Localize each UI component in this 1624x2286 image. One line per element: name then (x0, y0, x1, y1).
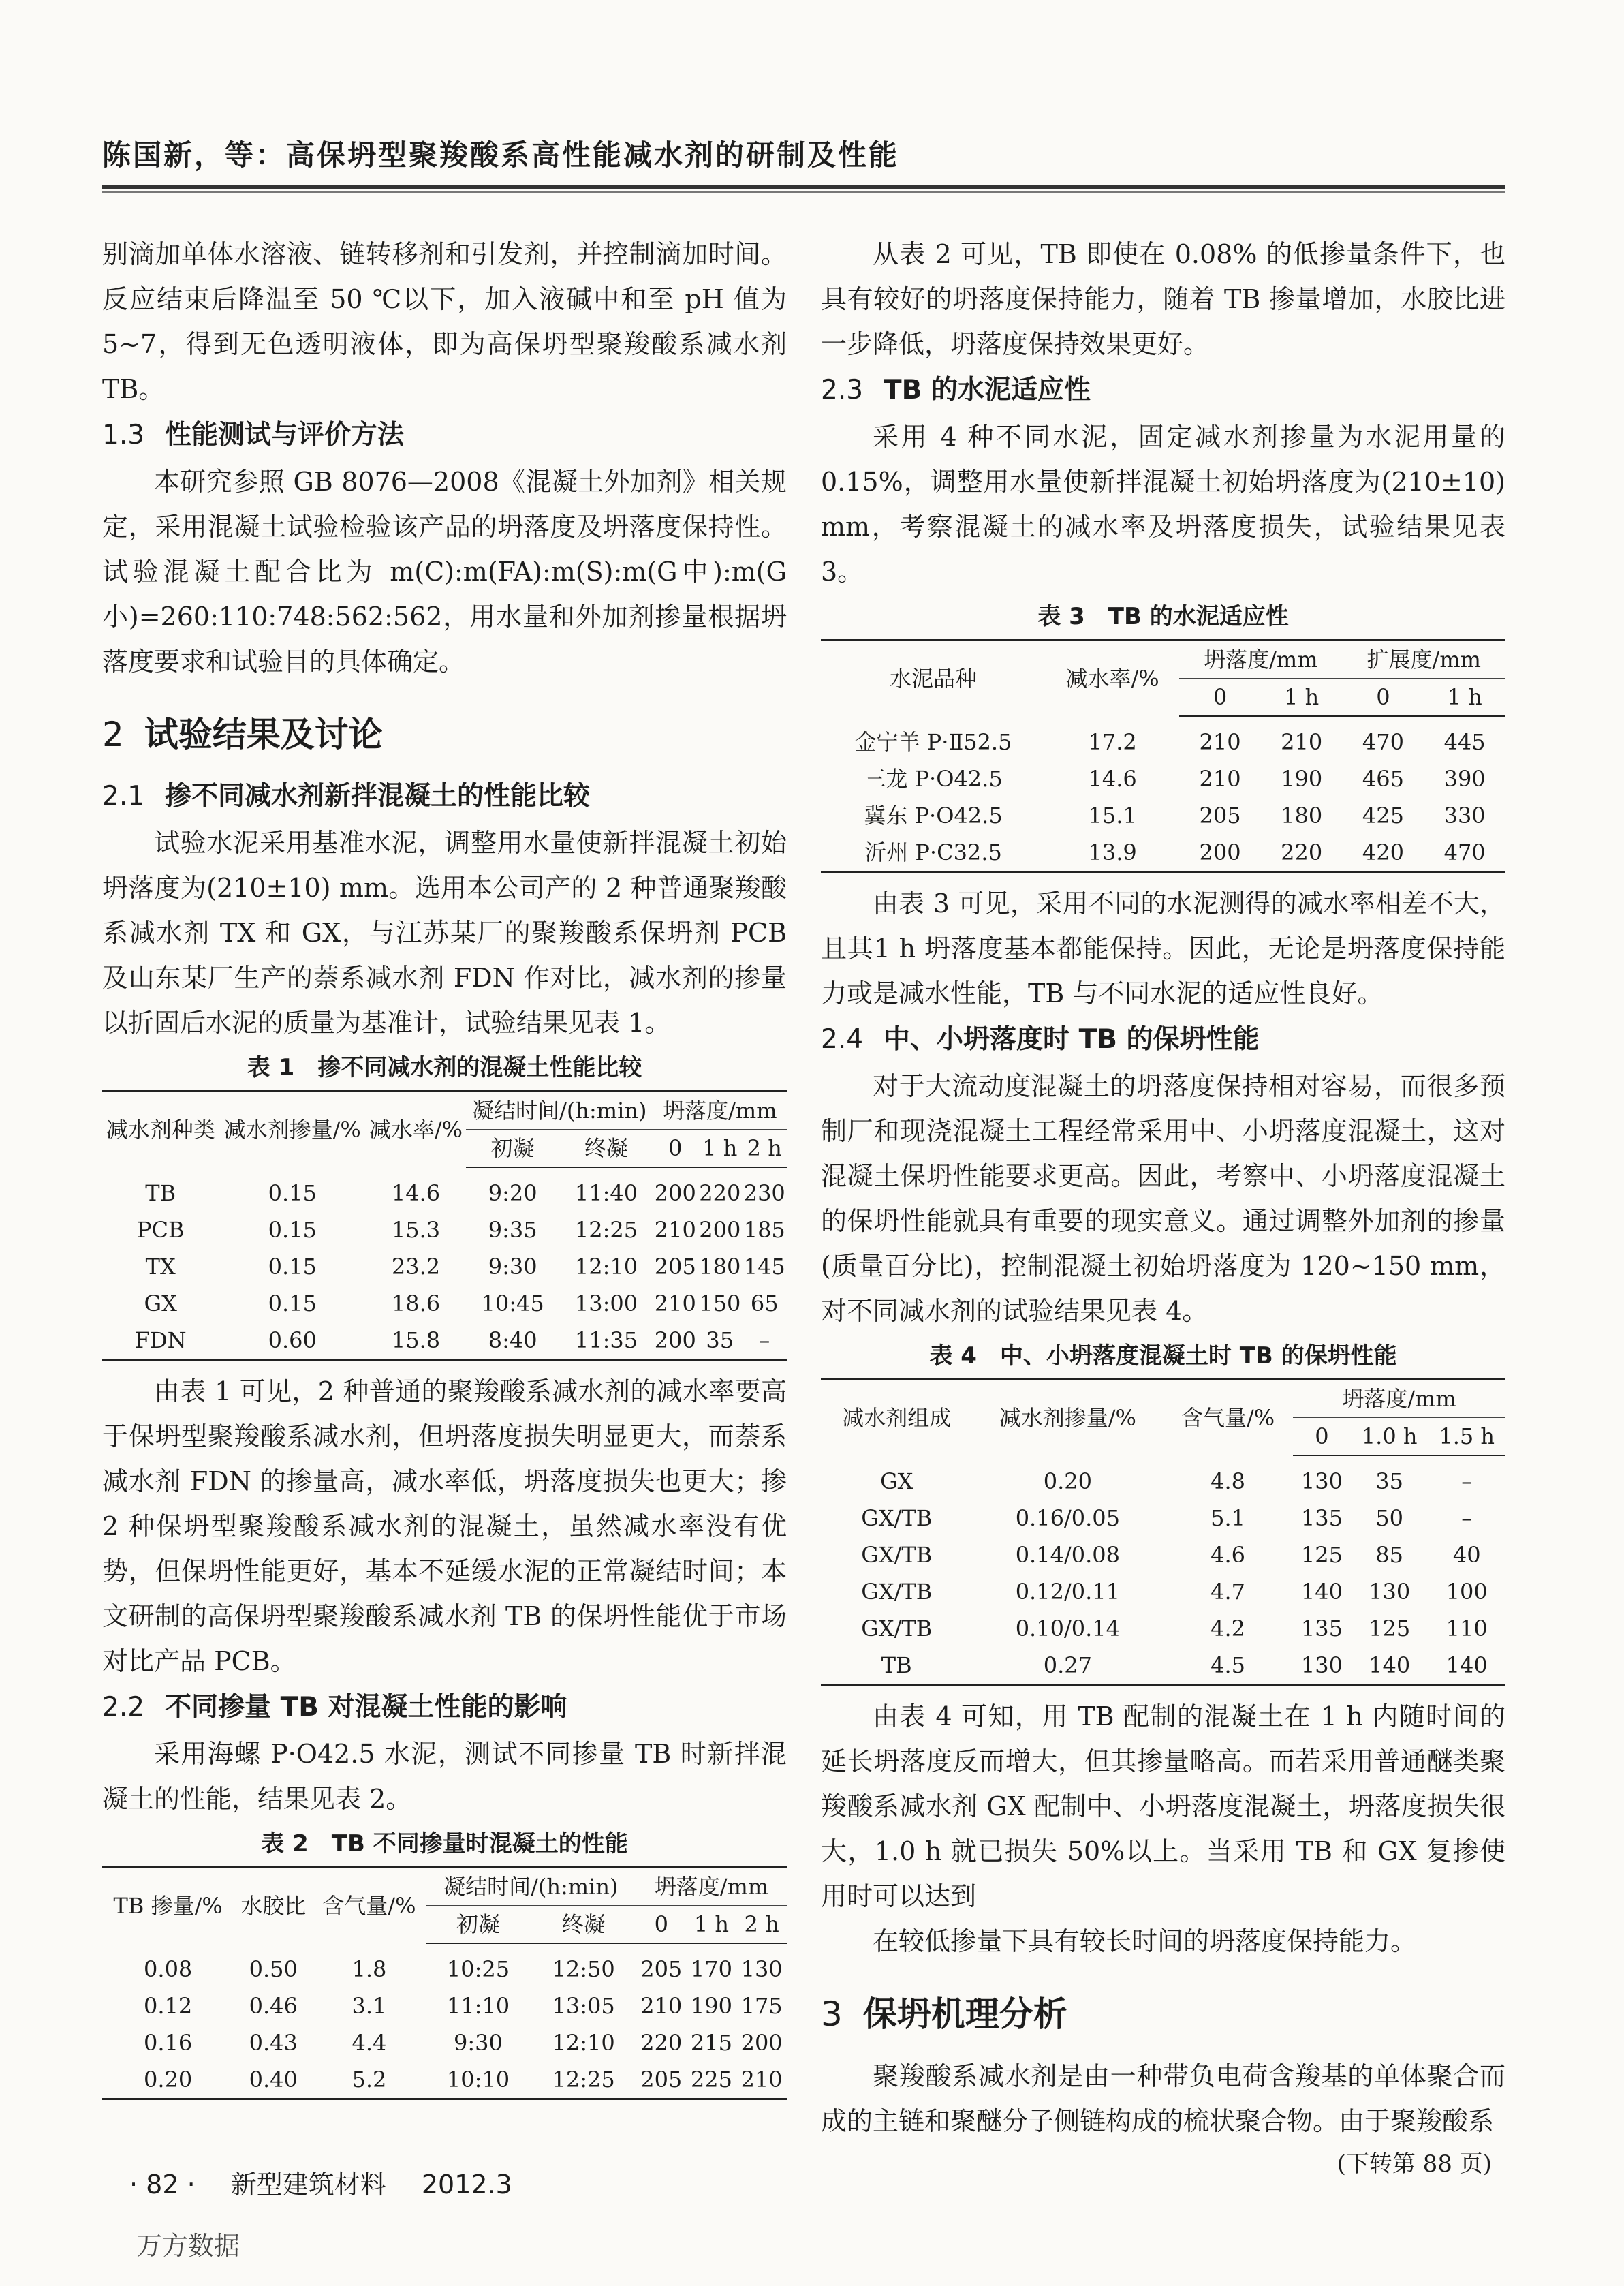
table-cell: 150 (699, 1291, 741, 1316)
table-cell: 11:10 (446, 1993, 510, 2019)
col-header: 水泥品种 (821, 640, 1046, 717)
table-cell: – (743, 1322, 787, 1360)
table-cell: 190 (690, 1993, 732, 2019)
col-subheader: 1 h (1261, 679, 1343, 717)
table-row (821, 834, 1505, 872)
table-cell: 125 (1369, 1616, 1411, 1641)
col-header: 减水剂掺量/% (972, 1380, 1163, 1456)
table-cell: GX/TB (861, 1616, 933, 1641)
table-cell: 冀东 P·O42.5 (864, 803, 1003, 829)
table-cell: 13:05 (552, 1993, 615, 2019)
paragraph: 聚羧酸系减水剂是由一种带负电荷含羧基的单体聚合而成的主链和聚醚分子侧链构成的梳状聚合物。由于聚羧酸系 (821, 2061, 1505, 2136)
col-subheader: 2 h (736, 1906, 787, 1944)
table-cell: GX/TB (861, 1542, 933, 1568)
section-heading-1-3: 1.3 性能测试与评价方法 (102, 420, 405, 450)
col-header: 减水剂组成 (821, 1380, 972, 1456)
table-cell: FDN (102, 1322, 219, 1360)
table-row (821, 1610, 1505, 1647)
table-row (102, 1285, 787, 1322)
table-cell: 11:35 (559, 1322, 653, 1360)
table-cell: 9:35 (488, 1217, 537, 1243)
table-cell: 12:50 (552, 1956, 615, 1982)
table-cell: 230 (743, 1180, 785, 1206)
table-cell: 425 (1362, 803, 1404, 829)
table-cell: 10:45 (481, 1291, 544, 1316)
issue-number: 2012.3 (421, 2169, 512, 2199)
table-row (821, 1455, 1505, 1500)
table-cell: 13.9 (1046, 834, 1179, 872)
paragraph: 在较低掺量下具有较长时间的坍落度保持能力。 (873, 1926, 1417, 1956)
table-cell: 210 (654, 1291, 696, 1316)
col-header: 减水率/% (366, 1092, 466, 1168)
table-cell: 3.1 (352, 1993, 387, 2019)
paragraph: 由表 3 可见，采用不同的水泥测得的减水率相差不大，且其1 h 坍落度基本都能保持。因此，无论是坍落度保持能力或是减水性能，TB 与不同水泥的适应性良好。 (821, 889, 1505, 1008)
col-header: 减水剂掺量/% (219, 1092, 366, 1168)
table-cell: 4.4 (352, 2030, 387, 2056)
table-cell: 0.14/0.08 (1015, 1542, 1120, 1568)
table-row (102, 1211, 787, 1248)
col-subheader: 0 (653, 1130, 698, 1168)
table-cell: 11:40 (574, 1180, 638, 1206)
table-cell: 330 (1443, 803, 1486, 829)
table-cell: 110 (1446, 1616, 1488, 1641)
table-cell: 9:30 (454, 2030, 503, 2056)
table-cell: 135 (1300, 1616, 1343, 1641)
table-cell: – (1461, 1505, 1473, 1531)
col-subheader: 初凝 (466, 1130, 559, 1168)
table-cell: 0.15 (268, 1217, 317, 1243)
table-cell: 15.1 (1088, 803, 1137, 829)
col-subheader: 1 h (1424, 679, 1505, 717)
paragraph: 由表 1 可见，2 种普通的聚羧酸系减水剂的减水率要高于保坍型聚羧酸系减水剂，但坍落度损失明显更大，而萘系减水剂 FDN 的掺量高，减水率低，坍落度损失也更大；掺 2 种保坍型聚羧酸系减水剂的混凝土，虽然减水率没有优势，但保坍性能更好，基本不延缓水泥的正常凝结时间；本文研制的高保坍型聚羧酸系减水剂 TB 的保坍性能优于市场对比产品 PCB。 (102, 1376, 787, 1676)
page-number: · 82 · (129, 2169, 196, 2199)
col-header: 含气量/% (313, 1868, 426, 1944)
table-row (821, 797, 1505, 834)
table-cell: 200 (653, 1322, 698, 1360)
table-3 (821, 639, 1505, 873)
table-cell: 170 (690, 1956, 732, 1982)
table-cell: 4.6 (1211, 1542, 1246, 1568)
table-cell: 210 (640, 1993, 683, 2019)
table-cell: 0.27 (972, 1647, 1163, 1685)
section-heading-2-2: 2.2 不同掺量 TB 对混凝土性能的影响 (102, 1692, 567, 1723)
table-cell: 金宁羊 P·Ⅱ52.5 (854, 728, 1012, 755)
section-heading-2: 2 试验结果及讨论 (102, 715, 383, 754)
table-cell: 205 (1199, 803, 1241, 829)
table-cell: 35 (698, 1322, 742, 1360)
watermark: 万方数据 (136, 2231, 240, 2261)
col-subheader: 0 (1293, 1418, 1351, 1456)
col-header: TB 掺量/% (102, 1868, 234, 1944)
col-subheader: 0 (1179, 679, 1261, 717)
table-cell: 445 (1443, 729, 1486, 755)
table-cell: 85 (1375, 1542, 1403, 1568)
table-cell: 205 (654, 1254, 696, 1280)
col-header: 含气量/% (1163, 1380, 1293, 1456)
col-header: 凝结时间/(h:min) (426, 1868, 636, 1906)
section-heading-2-4: 2.4 中、小坍落度时 TB 的保坍性能 (821, 1024, 1260, 1055)
table-4-caption: 表 4 中、小坍落度混凝土时 TB 的保坍性能 (929, 1342, 1397, 1370)
col-header: 水胶比 (234, 1868, 313, 1944)
paragraph: 从表 2 可见，TB 即使在 0.08% 的低掺量条件下，也具有较好的坍落度保持能力，随着 TB 掺量增加，水胶比进一步降低，坍落度保持效果更好。 (821, 239, 1505, 359)
table-cell: 0.08 (144, 1956, 193, 1982)
journal-name: 新型建筑材料 (230, 2169, 386, 2199)
table-cell: 4.2 (1211, 1616, 1246, 1641)
table-cell: 40 (1452, 1542, 1481, 1568)
table-cell: 0.15 (268, 1179, 317, 1206)
paragraph: 试验水泥采用基准水泥，调整用水量使新拌混凝土初始坍落度为(210±10) mm。选用本公司产的 2 种普通聚羧酸系减水剂 TX 和 GX，与江苏某厂的聚羧酸系保坍剂 PCB 及山东某厂生产的萘系减水剂 FDN 作对比，减水剂的掺量以折固后水泥的质量为基准计，试验结果见表 1。 (102, 828, 787, 1038)
table-cell: 0.10/0.14 (1015, 1616, 1120, 1641)
table-cell: 0.12 (144, 1993, 193, 2019)
table-cell: 12:10 (552, 2030, 615, 2056)
table-cell: 210 (1199, 766, 1241, 792)
table-cell: 4.5 (1163, 1647, 1293, 1685)
col-subheader: 终凝 (559, 1130, 653, 1168)
table-cell: 4.7 (1211, 1579, 1246, 1605)
table-cell: 0.43 (249, 2030, 298, 2056)
table-cell: GX (880, 1468, 914, 1494)
table-cell: 15.8 (366, 1322, 466, 1360)
table-cell: 三龙 P·O42.5 (864, 766, 1003, 792)
table-cell: 14.6 (1088, 766, 1137, 792)
table-cell: 130 (1300, 1468, 1343, 1494)
table-cell: TX (145, 1254, 176, 1280)
header-rule-thin (102, 191, 1505, 193)
section-heading-3: 3 保坍机理分析 (821, 1994, 1067, 2034)
table-cell: 1.8 (352, 1956, 387, 1982)
running-header: 陈国新，等：高保坍型聚羧酸系高性能减水剂的研制及性能 (102, 138, 900, 172)
paragraph: 对于大流动度混凝土的坍落度保持相对容易，而很多预制厂和现浇混凝土工程经常采用中、小坍落度混凝土，这对混凝土保坍性能要求更高。因此，考察中、小坍落度混凝土的保坍性能就具有重要的现实意义。通过调整外加剂的掺量(质量百分比)，控制混凝土初始坍落度为 120~150 mm，对不同减水剂的试验结果见表 4。 (821, 1071, 1505, 1326)
page-footer (129, 2163, 540, 2201)
table-cell: 4.8 (1211, 1468, 1246, 1494)
table-cell: 225 (687, 2061, 737, 2099)
header-rule (102, 185, 1505, 189)
table-row (821, 760, 1505, 797)
table-row (821, 716, 1505, 760)
table-cell: 130 (1369, 1579, 1411, 1605)
table-row (102, 1988, 787, 2024)
section-heading-2-1: 2.1 掺不同减水剂新拌混凝土的性能比较 (102, 781, 591, 812)
table-2-caption: 表 2 TB 不同掺量时混凝土的性能 (261, 1830, 628, 1857)
table-cell: 215 (690, 2030, 732, 2056)
left-column (102, 232, 787, 2108)
col-subheader: 1 h (698, 1130, 742, 1168)
table-row (821, 1573, 1505, 1610)
table-cell: 470 (1362, 729, 1404, 755)
section-heading-2-3: 2.3 TB 的水泥适应性 (821, 375, 1091, 405)
table-cell: 0.16 (144, 2030, 193, 2056)
table-cell: 220 (640, 2030, 683, 2056)
table-cell: 145 (743, 1254, 785, 1280)
table-cell: PCB (136, 1217, 185, 1243)
table-cell: 200 (699, 1217, 741, 1243)
col-header: 坍落度/mm (636, 1868, 787, 1906)
paragraph: 本研究参照 GB 8076—2008《混凝土外加剂》相关规定，采用混凝土试验检验该产品的坍落度及坍落度保持性。试验混凝土配合比为 m(C):m(FA):m(S):m(G中):m(G小)=260:110:748:562:562，用水量和外加剂掺量根据坍落度要求和试验目的具体确定。 (102, 467, 787, 677)
table-cell: 15.3 (391, 1217, 441, 1243)
table-row (102, 1248, 787, 1285)
table-cell: 190 (1281, 766, 1323, 792)
col-subheader: 0 (1343, 679, 1424, 717)
table-cell: TB (145, 1179, 176, 1206)
table-cell: 125 (1300, 1542, 1343, 1568)
table-row (102, 1322, 787, 1360)
table-cell: 9:30 (488, 1254, 537, 1280)
table-cell: 0.16/0.05 (1015, 1505, 1120, 1531)
table-4 (821, 1378, 1505, 1686)
paragraph: 别滴加单体水溶液、链转移剂和引发剂，并控制滴加时间。反应结束后降温至 50 ℃以下，加入液碱中和至 pH 值为 5~7，得到无色透明液体，即为高保坍型聚羧酸系减水剂 TB。 (102, 239, 787, 404)
col-header: 扩展度/mm (1343, 640, 1505, 679)
table-cell: 0.15 (268, 1291, 317, 1316)
table-cell: 8:40 (466, 1322, 559, 1360)
table-cell: 390 (1443, 766, 1486, 792)
table-cell: 205 (636, 2061, 687, 2099)
table-cell: 9:20 (488, 1180, 537, 1206)
table-row (821, 1647, 1505, 1685)
col-header: 坍落度/mm (1179, 640, 1342, 679)
col-subheader: 1.0 h (1351, 1418, 1428, 1456)
table-cell: 220 (1261, 834, 1343, 872)
table-cell: 180 (1281, 803, 1323, 829)
paragraph: 由表 4 可知，用 TB 配制的混凝土在 1 h 内随时间的延长坍落度反而增大，但其掺量略高。而若采用普通醚类聚羧酸系减水剂 GX 配制中、小坍落度混凝土，坍落度损失很大，1.0 h 就已损失 50%以上。当采用 TB 和 GX 复掺使用时可以达到 (821, 1701, 1505, 1911)
table-cell: 10:25 (446, 1956, 510, 1982)
table-cell: 210 (1199, 729, 1241, 755)
table-cell: 420 (1343, 834, 1424, 872)
table-cell: 200 (1179, 834, 1261, 872)
table-row (821, 1536, 1505, 1573)
table-3-caption: 表 3 TB 的水泥适应性 (1037, 603, 1289, 630)
table-cell: 18.6 (391, 1291, 441, 1316)
table-cell: 23.2 (391, 1254, 441, 1280)
table-cell: 0.60 (219, 1322, 366, 1360)
right-column (821, 232, 1505, 2184)
col-header: 坍落度/mm (1293, 1380, 1505, 1418)
table-cell: 0.50 (249, 1956, 298, 1982)
table-cell: 13:00 (574, 1291, 638, 1316)
table-cell: 5.1 (1211, 1505, 1246, 1531)
table-cell: 0.20 (1043, 1468, 1092, 1494)
table-row (102, 1167, 787, 1211)
paragraph: 采用海螺 P·O42.5 水泥，测试不同掺量 TB 时新拌混凝土的性能，结果见表 2。 (102, 1739, 787, 1814)
table-cell: 5.2 (313, 2061, 426, 2099)
table-cell: 200 (654, 1180, 696, 1206)
table-cell: 135 (1300, 1505, 1343, 1531)
table-cell: 0.20 (102, 2061, 234, 2099)
table-cell: 210 (1281, 729, 1323, 755)
col-subheader: 终凝 (531, 1906, 636, 1944)
table-cell: 14.6 (391, 1179, 441, 1206)
table-cell: 140 (1300, 1579, 1343, 1605)
col-subheader: 2 h (743, 1130, 787, 1168)
table-cell: 185 (743, 1217, 785, 1243)
col-subheader: 1.5 h (1428, 1418, 1505, 1456)
table-cell: 0.40 (234, 2061, 313, 2099)
table-cell: 65 (750, 1291, 779, 1316)
col-subheader: 0 (636, 1906, 687, 1944)
table-cell: 140 (1351, 1647, 1428, 1685)
paragraph: 采用 4 种不同水泥，固定减水剂掺量为水泥用量的 0.15%，调整用水量使新拌混凝土初始坍落度为(210±10) mm，考察混凝土的减水率及坍落度损失，试验结果见表 3。 (821, 422, 1505, 587)
table-cell: 140 (1428, 1647, 1505, 1685)
table-cell: TB (821, 1647, 972, 1685)
table-cell: 130 (740, 1956, 783, 1982)
table-cell: 17.2 (1088, 728, 1137, 755)
table-cell: 205 (640, 1956, 683, 1982)
table-cell: 210 (654, 1217, 696, 1243)
col-header: 坍落度/mm (653, 1092, 787, 1130)
table-cell: 200 (740, 2030, 783, 2056)
table-cell: 沂州 P·C32.5 (821, 834, 1046, 872)
table-cell: 210 (736, 2061, 787, 2099)
table-1 (102, 1090, 787, 1361)
continued-note: (下转第 88 页) (1337, 2150, 1492, 2178)
table-cell: 175 (740, 1993, 783, 2019)
table-cell: 12:10 (574, 1254, 638, 1280)
table-row (102, 2024, 787, 2061)
col-subheader: 1 h (687, 1906, 737, 1944)
table-cell: GX (144, 1291, 177, 1316)
table-cell: GX/TB (861, 1579, 933, 1605)
table-cell: – (1461, 1468, 1473, 1494)
table-cell: 0.46 (249, 1993, 298, 2019)
table-cell: 10:10 (426, 2061, 531, 2099)
table-cell: GX/TB (861, 1505, 933, 1531)
table-cell: 470 (1424, 834, 1505, 872)
col-header: 减水率/% (1046, 640, 1179, 717)
table-cell: 12:25 (574, 1217, 638, 1243)
table-row (102, 2061, 787, 2099)
table-cell: 100 (1446, 1579, 1488, 1605)
table-cell: 130 (1293, 1647, 1351, 1685)
table-cell: 0.12/0.11 (1015, 1579, 1120, 1605)
table-cell: 0.15 (268, 1254, 317, 1280)
table-1-caption: 表 1 掺不同减水剂的混凝土性能比较 (247, 1054, 642, 1081)
table-cell: 465 (1362, 766, 1404, 792)
col-header: 凝结时间/(h:min) (466, 1092, 653, 1130)
col-header: 减水剂种类 (102, 1092, 219, 1168)
table-row (821, 1500, 1505, 1536)
col-subheader: 初凝 (426, 1906, 531, 1944)
table-cell: 180 (699, 1254, 741, 1280)
table-cell: 35 (1375, 1468, 1403, 1494)
table-cell: 12:25 (531, 2061, 636, 2099)
table-cell: 220 (699, 1180, 741, 1206)
table-2 (102, 1866, 787, 2100)
table-cell: 50 (1375, 1505, 1403, 1531)
table-row (102, 1943, 787, 1988)
